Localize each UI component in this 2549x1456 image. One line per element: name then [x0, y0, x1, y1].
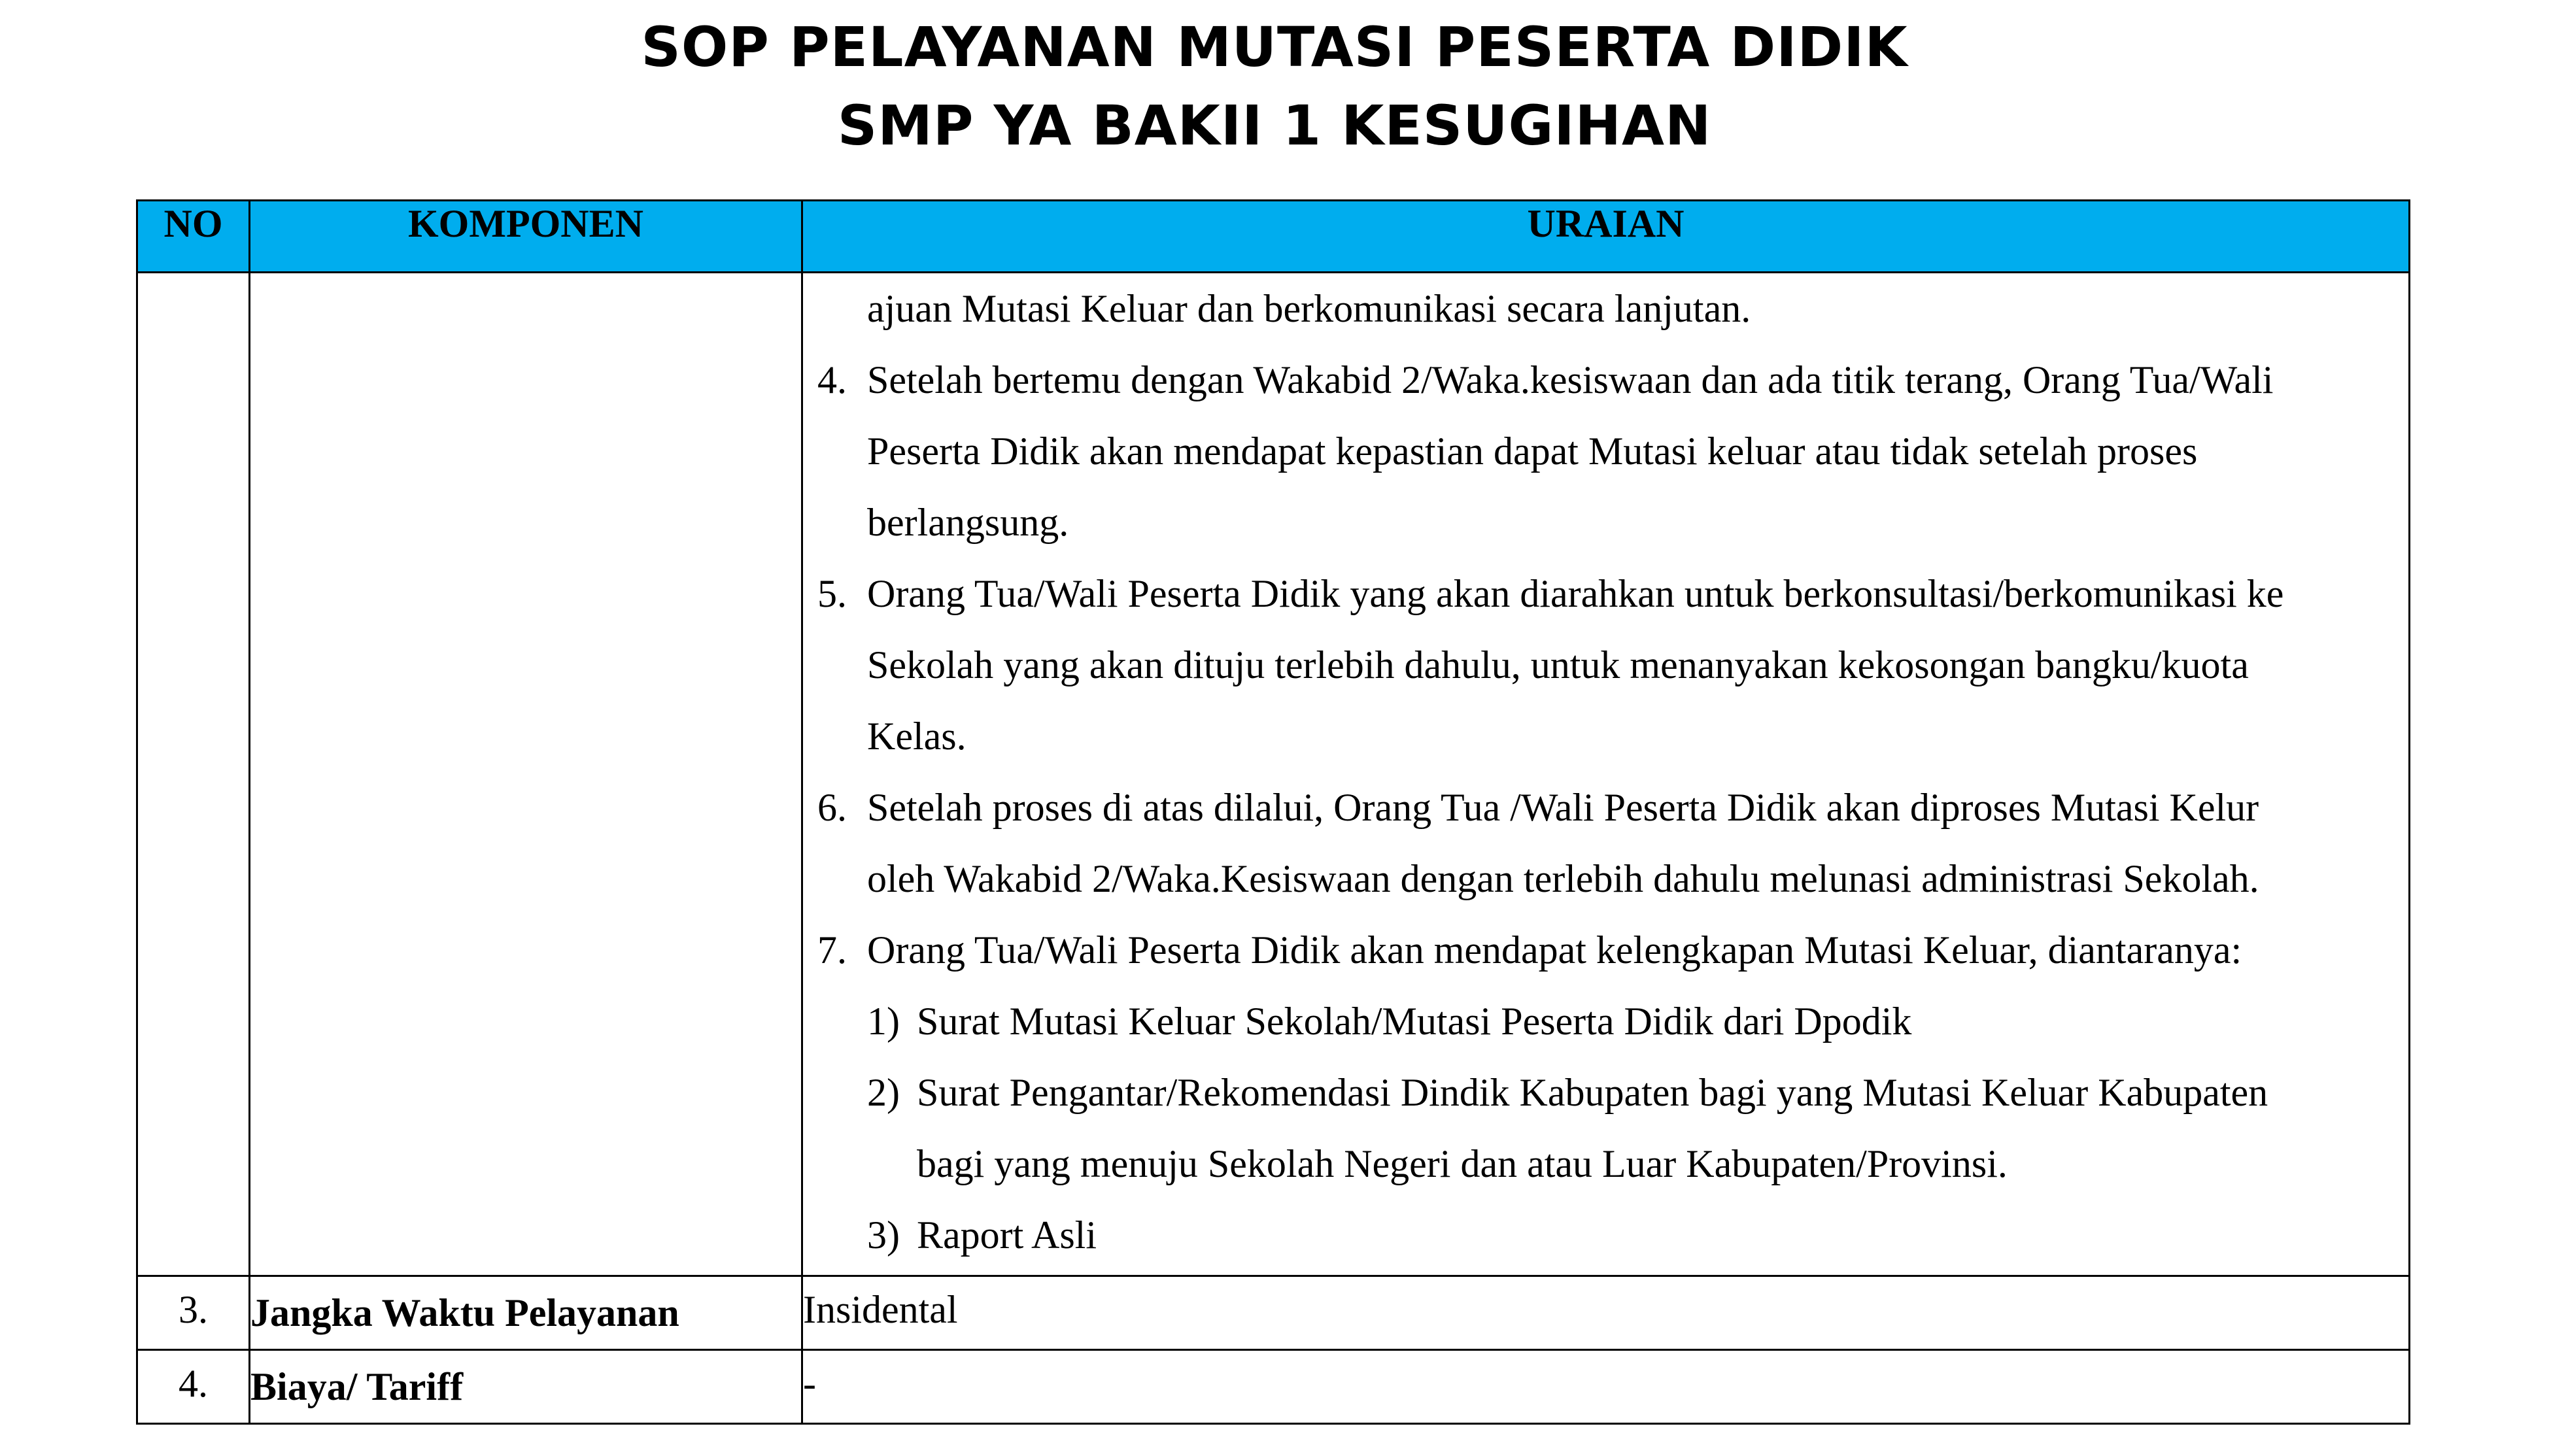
list-number: 4. — [817, 358, 847, 401]
header-uraian: URAIAN — [802, 201, 2410, 273]
sub-list-number: 2) — [867, 1071, 900, 1114]
no-cell — [137, 273, 250, 1276]
header-no: NO — [137, 201, 250, 273]
uraian-cell: - — [802, 1350, 2410, 1424]
list-item-line: oleh Wakabid 2/Waka.Kesiswaan dengan terlebih dahulu melunasi administrasi Sekolah. — [867, 857, 2259, 900]
list-item — [817, 772, 2395, 915]
list-number: 7. — [817, 928, 847, 972]
sop-table — [136, 199, 2410, 1425]
komponen-cell: Jangka Waktu Pelayanan — [250, 1276, 802, 1350]
list-item-line: Orang Tua/Wali Peserta Didik yang akan diarahkan untuk berkonsultasi/berkomunikasi ke — [867, 572, 2284, 615]
table-row — [137, 1350, 2410, 1424]
uraian-cell — [802, 273, 2410, 1276]
continuation-text: ajuan Mutasi Keluar dan berkomunikasi secara lanjutan. — [867, 287, 1751, 330]
document-title-line-2: SMP YA BAKII 1 KESUGIHAN — [837, 93, 1712, 158]
sub-list-item-line: Raport Asli — [917, 1213, 1097, 1257]
sub-list-item — [867, 1200, 2395, 1271]
sub-list-item — [867, 1057, 2395, 1200]
table-header-row — [137, 201, 2410, 273]
list-item — [817, 558, 2395, 772]
list-item-line: Sekolah yang akan dituju terlebih dahulu, untuk menanyakan kekosongan bangku/kuota — [867, 643, 2249, 686]
table-row — [137, 1276, 2410, 1350]
komponen-cell: Biaya/ Tariff — [250, 1350, 802, 1424]
list-item-line: Orang Tua/Wali Peserta Didik akan mendapat kelengkapan Mutasi Keluar, diantaranya: — [867, 928, 2242, 972]
sub-list-item-line: Surat Mutasi Keluar Sekolah/Mutasi Peserta Didik dari Dpodik — [917, 1000, 1912, 1043]
sub-list — [817, 986, 2395, 1271]
list-item — [817, 345, 2395, 558]
no-cell: 4. — [137, 1350, 250, 1424]
list-item-line: berlangsung. — [867, 501, 1069, 544]
list-number: 6. — [817, 786, 847, 829]
sub-list-item-line: Surat Pengantar/Rekomendasi Dindik Kabupaten bagi yang Mutasi Keluar Kabupaten — [917, 1071, 2268, 1114]
list-item-line: Setelah proses di atas dilalui, Orang Tua /Wali Peserta Didik akan diproses Mutasi Kelur — [867, 786, 2259, 829]
list-item-line: Peserta Didik akan mendapat kepastian dapat Mutasi keluar atau tidak setelah proses — [867, 430, 2198, 473]
sub-list-item-line: bagi yang menuju Sekolah Negeri dan atau Luar Kabupaten/Provinsi. — [917, 1142, 2008, 1185]
list-item — [817, 915, 2395, 986]
sub-list-number: 3) — [867, 1213, 900, 1257]
document-title-line-1: SOP PELAYANAN MUTASI PESERTA DIDIK — [641, 15, 1908, 79]
list-item-line: Kelas. — [867, 715, 967, 758]
sub-list-number: 1) — [867, 1000, 900, 1043]
uraian-cell: Insidental — [802, 1276, 2410, 1350]
list-item-line: Setelah bertemu dengan Wakabid 2/Waka.kesiswaan dan ada titik terang, Orang Tua/Wali — [867, 358, 2274, 401]
no-cell: 3. — [137, 1276, 250, 1350]
table-row-continued — [137, 273, 2410, 1276]
komponen-cell — [250, 273, 802, 1276]
list-number: 5. — [817, 572, 847, 615]
header-komponen: KOMPONEN — [250, 201, 802, 273]
sub-list-item — [867, 986, 2395, 1057]
